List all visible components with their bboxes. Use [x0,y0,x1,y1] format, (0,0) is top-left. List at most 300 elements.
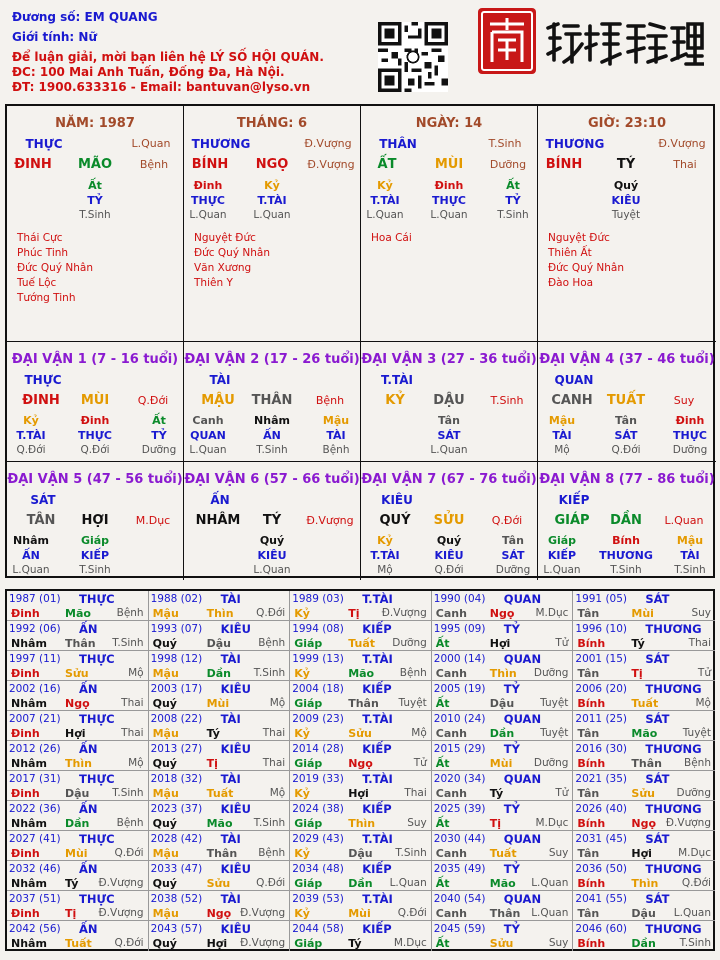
year-branch: Dần [348,877,373,890]
year-label: 2011 (25) [575,713,628,725]
daivan-god: KIÊU [381,493,413,507]
year-stem: Tân [577,847,600,860]
year-stage: Q.Đới [114,937,144,949]
year-label: 2030 (44) [433,833,486,845]
year-branch: Mùi [489,757,513,770]
year-stage: T.Sinh [395,847,427,859]
year-stage: Q.Đới [256,877,286,889]
daivan-stem: ĐINH [22,393,60,408]
year-branch: Tị [489,817,502,830]
year-label: 2031 (45) [575,833,628,845]
year-branch: Tý [489,787,504,800]
year-god: TÀI [220,832,241,846]
hidden-stage: L.Quan [430,209,468,221]
daivan-cell [7,342,184,462]
year-god: KIẾP [362,922,392,936]
daivan-stem: MẬU [201,393,235,408]
pillar-relation: Đ.Vượng [658,137,706,150]
year-cell [573,711,715,741]
year-stage: Tử [555,787,569,799]
year-label: 1992 (06) [9,623,61,635]
year-stem: Mậu [152,847,179,860]
year-label: 2038 (52) [150,893,203,905]
year-stem: Kỷ [294,667,310,680]
owner-name: EM QUANG [84,10,158,24]
year-god: TÀI [220,652,241,666]
year-stage: Mộ [128,667,144,679]
year-branch: Hợi [489,637,511,650]
year-god: KIÊU [220,802,251,816]
hidden-god: THỰC [78,429,112,442]
year-cell [149,741,291,771]
daivan-title: ĐẠI VẬN 5 (47 - 56 tuổi) [7,472,183,487]
year-god: TỶ [503,922,520,936]
year-stem: Ất [435,757,450,770]
year-cell [149,921,291,951]
year-label: 2028 (42) [150,833,203,845]
hidden-god: SÁT [614,429,638,442]
year-label: 2005 (19) [433,683,486,695]
year-cell [290,651,432,681]
hidden-stem: Đinh [80,414,110,427]
year-stage: L.Quan [389,877,427,889]
year-branch: Tị [206,757,218,770]
year-god: THƯƠNG [645,862,702,876]
pillar-title: NĂM: 1987 [55,116,135,131]
pillar-god: THỰC [25,137,63,151]
year-god: QUAN [503,652,542,666]
year-stage: Dưỡng [392,637,427,649]
year-label: 1988 (02) [150,593,203,605]
hidden-god: KIẾP [80,549,110,562]
daivan-cell [184,342,361,462]
year-label: 2019 (33) [292,773,344,785]
year-branch: Tuất [206,787,234,800]
year-stage: Thai [688,637,711,649]
year-god: ẤN [79,922,98,936]
year-stem: Canh [435,727,467,740]
year-god: KIẾP [362,802,392,816]
hidden-stem: Đinh [675,414,705,427]
pillar-branch: TÝ [616,157,636,172]
daivan-god: KIẾP [558,493,590,507]
year-god: ẤN [79,742,98,756]
year-branch: Thân [65,637,96,650]
hidden-stem: Tân [502,534,524,547]
year-cell [149,771,291,801]
year-label: 2044 (58) [292,923,344,935]
year-cell [573,741,715,771]
year-god: T.TÀI [362,832,393,846]
year-stem: Nhâm [11,937,47,950]
pillar-star: Nguyệt Đức [548,232,610,244]
hidden-stage: Tuyệt [611,209,641,221]
pillar-stage: Bệnh [139,158,169,171]
year-stage: Đ.Vượng [240,907,286,919]
year-cell [149,801,291,831]
year-stage: Mộ [695,697,711,709]
hidden-stem: Đinh [434,179,464,192]
daivan-stem: NHÂM [195,513,241,528]
year-stem: Bính [577,637,606,650]
pillar-star: Văn Xương [194,262,252,274]
hidden-stage: Dưỡng [141,444,177,456]
year-stage: Q.Đới [397,907,427,919]
year-label: 2029 (43) [292,833,344,845]
year-cell [7,921,149,951]
year-label: 1996 (10) [575,623,628,635]
year-label: 2045 (59) [433,923,486,935]
year-branch: Dậu [489,697,515,710]
year-cell [290,801,432,831]
hidden-stem: Mậu [548,414,576,427]
year-stem: Kỷ [294,607,310,620]
daivan-title: ĐẠI VẬN 1 (7 - 16 tuổi) [11,352,179,367]
year-god: TỶ [503,622,520,636]
year-branch: Dậu [206,637,231,650]
year-stage: M.Dục [535,607,569,619]
year-label: 2014 (28) [292,743,344,755]
year-god: SÁT [645,592,670,606]
year-branch: Tị [348,607,360,620]
hidden-stage: T.Sinh [256,444,288,456]
hidden-stem: Ất [506,179,520,192]
hidden-stage: Q.Đới [434,564,464,576]
hidden-stem: Ất [88,179,102,192]
year-branch: Dậu [65,787,90,800]
year-stage: T.Sinh [253,667,286,679]
year-stem: Nhâm [11,877,47,890]
year-label: 2024 (38) [292,803,344,815]
year-stem: Nhâm [11,637,47,650]
year-stage: Suy [407,817,427,829]
year-stem: Tân [577,787,600,800]
year-stage: Tử [697,667,711,679]
pillar-title: GIỜ: 23:10 [588,116,666,131]
daivan-stage: Bệnh [315,394,345,407]
year-label: 1997 (11) [9,653,61,665]
year-label: 2033 (47) [150,863,203,875]
year-label: 2036 (50) [575,863,628,875]
year-stage: Suy [548,847,569,859]
year-branch: Sửu [65,667,89,680]
pillar-cell [7,106,184,342]
year-god: SÁT [645,652,670,666]
year-stage: Bệnh [684,757,711,769]
year-god: KIẾP [362,622,392,636]
year-branch: Hợi [65,727,86,740]
hidden-stage: T.Sinh [610,564,642,576]
year-cell [7,681,149,711]
year-god: KIẾP [362,862,392,876]
hidden-god: THƯƠNG [599,549,653,562]
year-god: TỶ [503,742,520,756]
year-label: 2003 (17) [150,683,203,695]
year-stem: Bính [577,817,606,830]
year-label: 2012 (26) [9,743,61,755]
hidden-stage: Bệnh [322,444,350,456]
hidden-stem: Kỷ [264,179,280,192]
year-branch: Tý [206,727,220,740]
hidden-god: T.TÀI [16,429,46,442]
year-god: ẤN [79,802,98,816]
year-cell [149,651,291,681]
year-branch: Mão [348,667,375,680]
year-label: 1999 (13) [292,653,344,665]
year-cell [290,591,432,621]
year-cell [290,921,432,951]
hidden-stage: T.Sinh [79,564,111,576]
year-stem: Kỷ [294,727,310,740]
year-cell [7,741,149,771]
hidden-god: ẤN [22,549,40,562]
year-cell [290,621,432,651]
year-cell [290,861,432,891]
year-stem: Mậu [152,607,179,620]
hidden-stage: L.Quan [189,209,227,221]
year-god: QUAN [503,832,542,846]
year-stage: Đ.Vượng [240,937,286,949]
year-stem: Canh [435,847,467,860]
year-stage: Đ.Vượng [98,907,144,919]
hidden-god: KIÊU [434,549,464,562]
year-stem: Nhâm [11,757,47,770]
year-stage: L.Quan [531,907,569,919]
year-god: ẤN [79,682,98,696]
year-stage: Tử [555,637,569,649]
year-label: 2008 (22) [150,713,203,725]
year-cell [573,831,715,861]
hidden-stem: Đinh [193,179,223,192]
year-stage: Tuyệt [682,727,711,739]
year-cell [7,831,149,861]
pillar-stage: Thai [673,158,697,171]
hidden-god: QUAN [190,429,226,442]
year-branch: Mão [489,877,516,890]
year-stem: Giáp [294,937,323,950]
hidden-stem: Mậu [676,534,704,547]
hidden-stem: Giáp [80,534,110,547]
daivan-stage: T.Sinh [490,394,524,407]
year-cell [149,831,291,861]
year-cell [7,621,149,651]
pillar-cell [538,106,716,342]
pillar-relation: T.Sinh [488,137,522,150]
year-cell [7,861,149,891]
year-god: TỶ [503,682,520,696]
year-branch: Dần [489,727,515,740]
hidden-god: T.TÀI [370,194,400,207]
year-stage: Thai [121,727,144,739]
hidden-stem: Tân [438,414,460,427]
year-label: 2020 (34) [433,773,486,785]
gender-line: Giới tính: Nữ [12,30,98,44]
year-cell [149,681,291,711]
pillar-cell [361,106,538,342]
year-label: 2013 (27) [150,743,203,755]
header [0,0,720,100]
year-cell [573,771,715,801]
pillar-star: Hoa Cái [371,232,412,244]
year-cell [7,711,149,741]
hidden-god: KIẾP [547,549,577,562]
year-branch: Hợi [631,847,652,860]
year-cell [290,681,432,711]
pillar-star: Tướng Tinh [17,292,76,304]
year-stage: Suy [548,937,569,949]
year-cell [432,711,574,741]
year-branch: Dậu [631,907,656,920]
year-stem: Nhâm [11,697,47,710]
year-stem: Quý [152,877,177,890]
daivan-stem: CANH [551,393,593,408]
year-stage: Tuyệt [540,697,569,709]
pillar-star: Thiên Y [194,277,233,289]
daivan-god: TÀI [209,373,231,387]
hidden-god: SÁT [437,429,461,442]
year-god: T.TÀI [362,892,393,906]
hidden-stage: Mộ [377,564,393,576]
hidden-god: TỶ [151,429,167,442]
year-god: THƯƠNG [645,922,702,936]
year-label: 2037 (51) [9,893,61,905]
year-branch: Ngọ [348,757,373,770]
hidden-stage: T.Sinh [497,209,529,221]
year-branch: Dần [65,817,90,830]
phone-email-line: ĐT: 1900.633316 - Email: bantuvan@lyso.vn [12,80,311,94]
pillar-stem: ẤT [377,157,397,172]
daivan-title: ĐẠI VẬN 6 (57 - 66 tuổi) [184,472,360,487]
year-branch: Ngọ [206,907,232,920]
year-stem: Đinh [11,847,40,860]
year-stage: Bệnh [258,847,286,859]
pillar-star: Phúc Tinh [17,247,69,259]
daivan-title: ĐẠI VẬN 2 (17 - 26 tuổi) [184,352,360,367]
year-branch: Tuất [65,937,92,950]
hidden-stem: Nhâm [254,414,290,427]
year-cell [290,831,432,861]
daivan-title: ĐẠI VẬN 4 (37 - 46 tuổi) [539,352,715,367]
hidden-stem: Giáp [547,534,577,547]
year-cell [573,681,715,711]
year-label: 2035 (49) [433,863,486,875]
year-cell [290,891,432,921]
year-god: THỰC [79,892,115,906]
daivan-god: ẤN [210,493,230,507]
year-cell [432,801,574,831]
hidden-stage: T.Sinh [79,209,111,221]
hidden-stem: Tân [615,414,637,427]
daivan-god: T.TÀI [381,373,413,387]
year-stage: M.Dục [393,937,427,949]
pillar-god: THƯƠNG [191,137,251,151]
hidden-stem: Kỷ [377,179,393,192]
pillar-stage: Đ.Vượng [307,158,355,171]
year-cell [290,771,432,801]
year-stage: Q.Đới [256,607,286,619]
year-stem: Ất [435,817,450,830]
year-god: KIÊU [220,922,251,936]
pillar-branch: MÃO [77,157,113,172]
daivan-cell [7,462,184,580]
year-god: THỰC [79,772,115,786]
pillar-god: THÂN [379,137,417,151]
hidden-stem: Quý [259,534,285,547]
year-cell [7,651,149,681]
year-stage: Mộ [411,727,427,739]
pillar-stem: BÍNH [545,157,583,172]
year-label: 1998 (12) [150,653,203,665]
year-stage: Bệnh [399,667,427,679]
year-god: THƯƠNG [645,802,702,816]
year-stage: Thai [262,757,286,769]
year-stem: Đinh [11,607,40,620]
daivan-stage: M.Dục [135,514,171,527]
year-stage: L.Quan [531,877,569,889]
year-branch: Tuất [631,697,659,710]
daivan-stem: GIÁP [554,513,590,528]
hidden-god: THỰC [432,194,466,207]
year-label: 2026 (40) [575,803,628,815]
daivan-cell [184,462,361,580]
year-branch: Dần [631,937,656,950]
year-god: QUAN [503,712,542,726]
year-branch: Tị [631,667,643,680]
year-branch: Dậu [348,847,373,860]
year-god: QUAN [503,592,542,606]
year-god: QUAN [503,892,542,906]
pillar-star: Đào Hoa [548,277,594,289]
year-god: TÀI [220,592,241,606]
year-cell [432,741,574,771]
year-branch: Dần [206,667,231,680]
year-stem: Quý [152,937,177,950]
year-god: THƯƠNG [645,622,702,636]
year-branch: Mão [631,727,658,740]
year-label: 2025 (39) [433,803,486,815]
daivan-cell [361,462,538,580]
hidden-stage: L.Quan [543,564,581,576]
year-stem: Canh [435,667,467,680]
year-branch: Thìn [348,817,376,830]
year-cell [432,621,574,651]
hidden-god: SÁT [501,549,525,562]
daivan-title: ĐẠI VẬN 8 (77 - 86 tuổi) [539,472,715,487]
year-cell [573,861,715,891]
daivan-stem: KỶ [385,393,405,408]
year-label: 2022 (36) [9,803,61,815]
year-stage: Q.Đới [681,877,711,889]
pillar-stage: Dưỡng [489,158,527,171]
year-stem: Đinh [11,787,40,800]
year-branch: Thìn [65,757,92,770]
year-cell [573,891,715,921]
hidden-stage: L.Quan [189,444,227,456]
year-branch: Thân [489,907,521,920]
year-stage: Dưỡng [533,757,569,769]
hidden-stem: Canh [192,414,224,427]
year-stem: Tân [577,607,600,620]
year-branch: Tý [348,937,362,950]
year-stage: Mộ [128,757,144,769]
yearly-table [5,589,715,951]
brand-logo [544,18,704,77]
owner-line: Đương số: EM QUANG [12,10,158,24]
hidden-stem: Bính [612,534,640,547]
year-god: TÀI [220,892,241,906]
hidden-stage: Q.Đới [16,444,46,456]
year-branch: Thìn [489,667,517,680]
